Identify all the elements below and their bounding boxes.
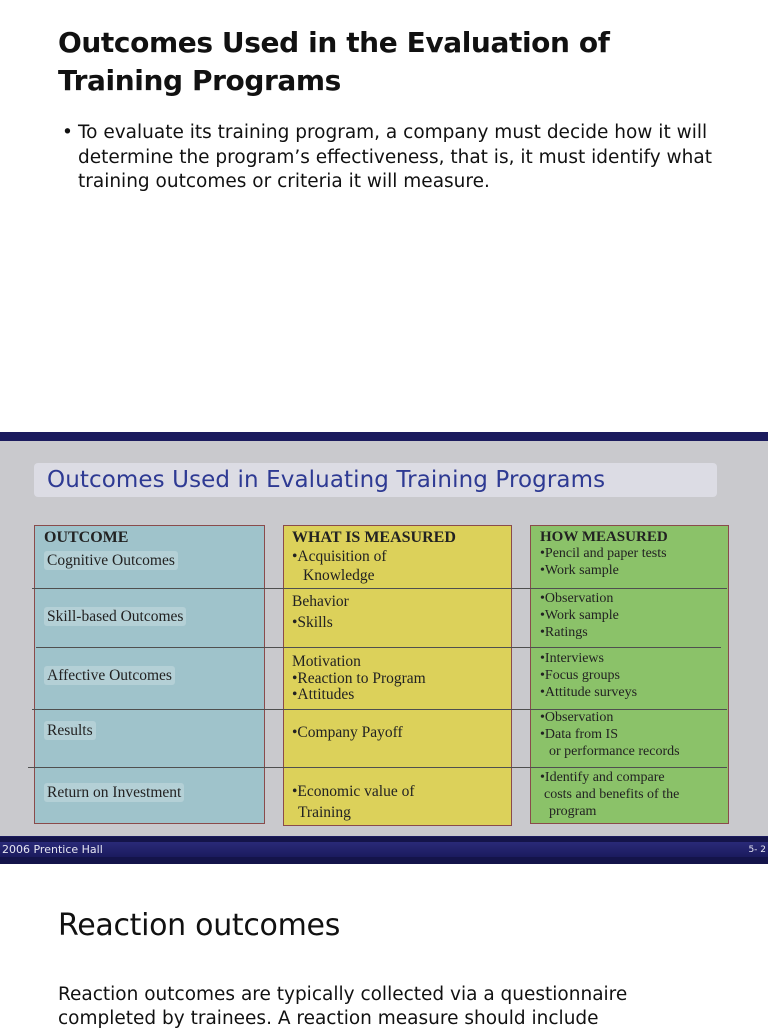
what-measured-item: •Acquisition of — [292, 548, 387, 565]
what-measured-item: Motivation — [292, 653, 361, 670]
what-measured-item: Training — [298, 804, 351, 821]
what-measured-item: Behavior — [292, 593, 349, 610]
embedded-slide-image — [0, 432, 768, 864]
slide-title: Outcomes Used in Evaluating Training Programs — [47, 467, 606, 493]
how-measured-item: •Identify and compare — [540, 770, 665, 785]
what-measured-item: Knowledge — [303, 567, 375, 584]
what-measured-item: •Reaction to Program — [292, 670, 426, 687]
slide-page-number: 5- 2 — [748, 845, 766, 855]
intro-bullet-text: To evaluate its training program, a company must decide how it will determine the program’s effectiveness, that is, it must identify what training outcomes or criteria it will measure. — [78, 122, 712, 192]
outcome-column — [34, 525, 265, 824]
section-paragraph: Reaction outcomes are typically collected via a questionnaire completed by trainees. A reaction measure should include — [58, 984, 628, 1029]
outcome-cell: Skill-based Outcomes — [44, 608, 186, 625]
outcome-cell: Results — [44, 722, 96, 739]
section-heading: Reaction outcomes — [58, 908, 341, 943]
how-measured-item: or performance records — [549, 744, 680, 759]
how-measured-item: •Observation — [540, 591, 614, 606]
outcome-cell: Affective Outcomes — [44, 667, 175, 684]
bullet-marker: • — [62, 122, 73, 143]
how-measured-item: •Attitude surveys — [540, 685, 638, 700]
row-divider — [32, 588, 727, 589]
how-measured-item: •Work sample — [540, 608, 619, 623]
how-measured-column — [530, 525, 729, 824]
row-divider — [36, 647, 721, 648]
intro-bullet — [62, 121, 722, 195]
what-measured-item: •Economic value of — [292, 783, 415, 800]
slide-footer-strip — [0, 842, 768, 857]
how-measured-item: •Work sample — [540, 563, 619, 578]
row-divider — [32, 709, 727, 710]
how-measured-item: •Pencil and paper tests — [540, 546, 667, 561]
outcome-cell: Cognitive Outcomes — [44, 552, 178, 569]
how-measured-item: •Focus groups — [540, 668, 620, 683]
what-measured-item: •Skills — [292, 614, 333, 631]
how-measured-item: costs and benefits of the — [544, 787, 680, 802]
slide-footer-copyright: 2006 Prentice Hall — [2, 843, 103, 856]
page-title: Outcomes Used in the Evaluation of Training Programs — [58, 26, 610, 97]
slide-body — [0, 441, 768, 836]
how-measured-item: program — [549, 804, 597, 819]
what-measured-item: •Company Payoff — [292, 724, 403, 741]
how-measured-item: •Interviews — [540, 651, 604, 666]
how-measured-header: HOW MEASURED — [540, 529, 668, 545]
how-measured-item: •Data from IS — [540, 727, 618, 742]
outcome-header: OUTCOME — [44, 529, 129, 546]
outcome-cell: Return on Investment — [44, 784, 184, 801]
what-measured-column — [283, 525, 512, 826]
how-measured-item: •Ratings — [540, 625, 588, 640]
what-measured-header: WHAT IS MEASURED — [292, 529, 456, 546]
what-measured-item: •Attitudes — [292, 686, 355, 703]
how-measured-item: •Observation — [540, 710, 614, 725]
row-divider — [28, 767, 727, 768]
